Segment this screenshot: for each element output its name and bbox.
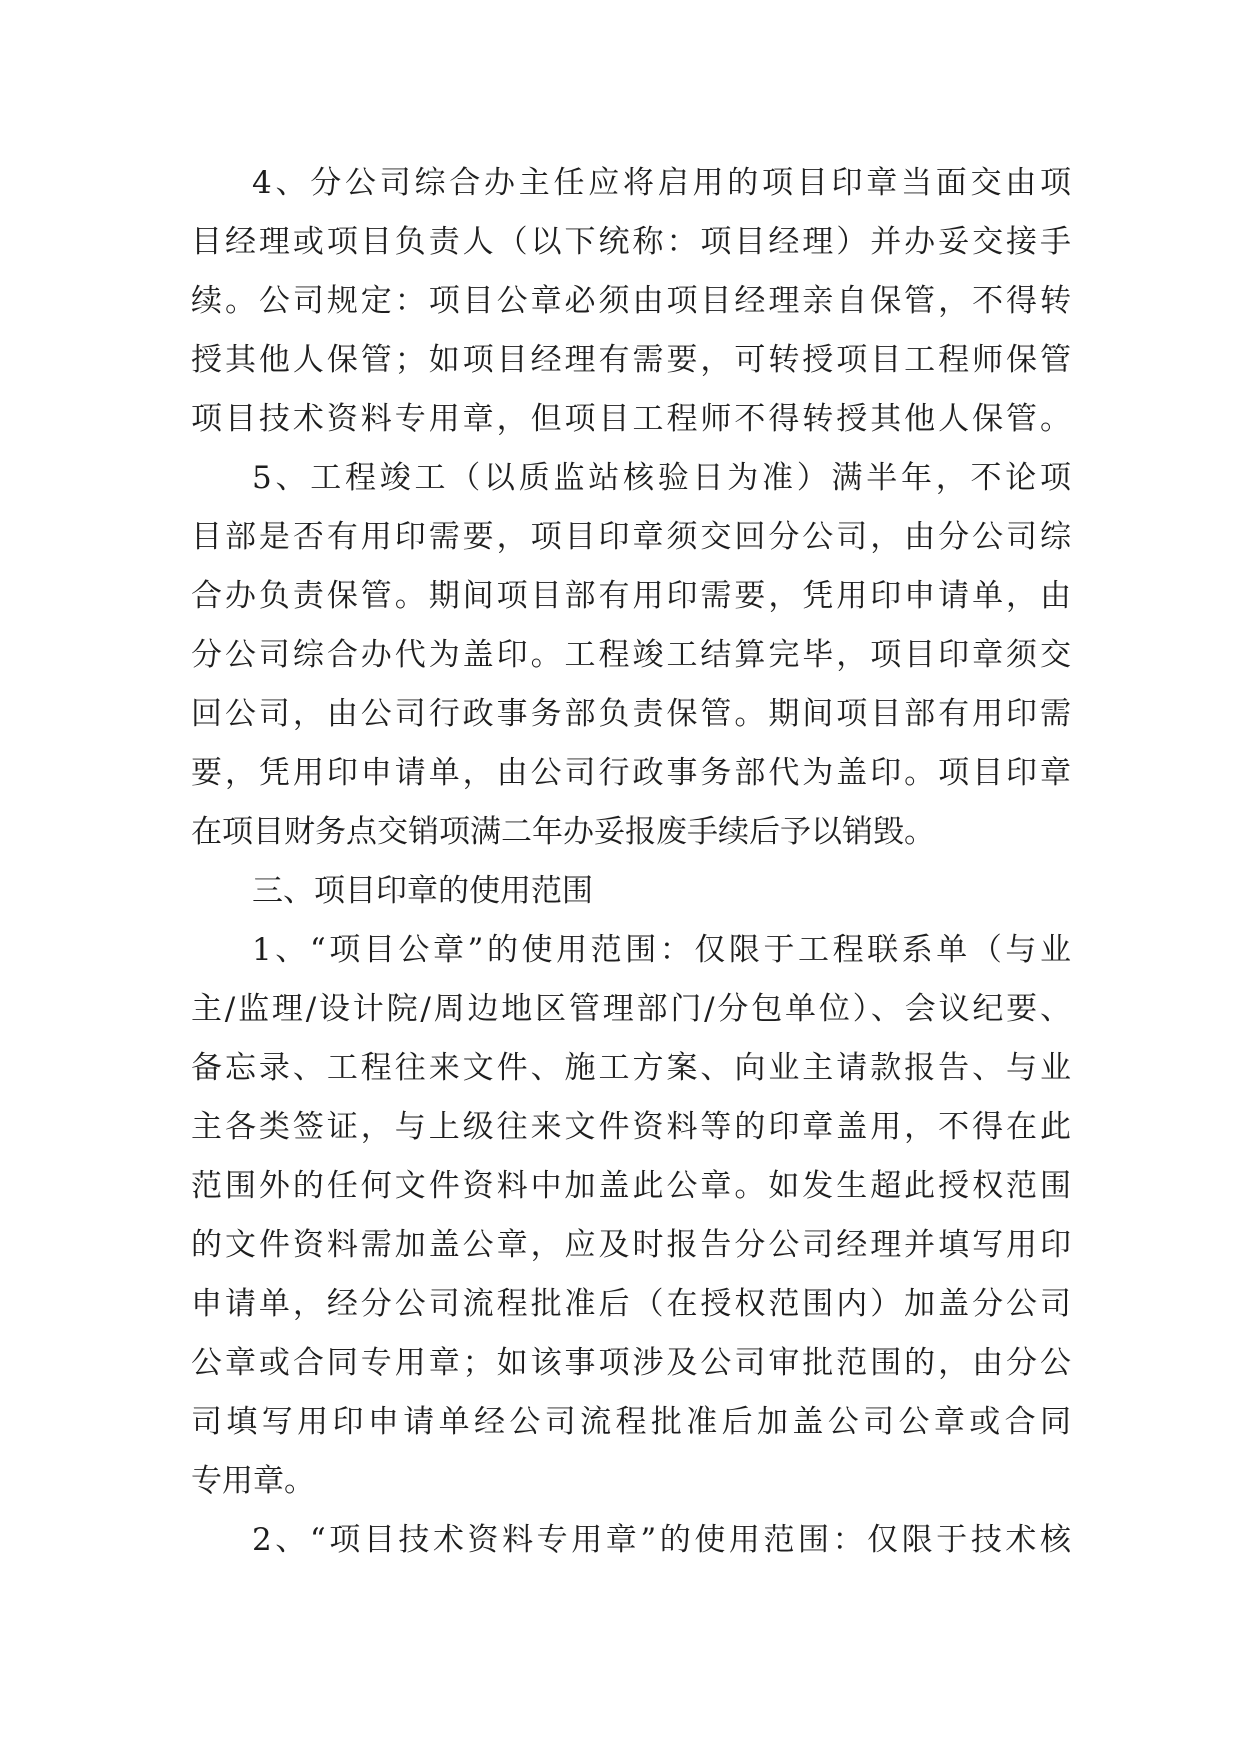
text-line: 合办负责保管。期间项目部有用印需要，凭用印申请单，由 — [191, 578, 1071, 614]
text-line: 申请单，经分公司流程批准后（在授权范围内）加盖分公司 — [191, 1286, 1071, 1322]
text-line: 2、“项目技术资料专用章”的使用范围：仅限于技术核 — [252, 1522, 1071, 1558]
text-line: 司填写用印申请单经公司流程批准后加盖公司公章或合同 — [191, 1404, 1071, 1440]
text-line: 范围外的任何文件资料中加盖此公章。如发生超此授权范围 — [191, 1168, 1071, 1204]
text-line: 1、“项目公章”的使用范围：仅限于工程联系单（与业 — [252, 932, 1071, 968]
text-line: 备忘录、工程往来文件、施工方案、向业主请款报告、与业 — [191, 1050, 1071, 1086]
text-line: 专用章。 — [191, 1463, 315, 1499]
text-line: 在项目财务点交销项满二年办妥报废手续后予以销毁。 — [191, 814, 935, 850]
text-line: 回公司，由公司行政事务部负责保管。期间项目部有用印需 — [191, 696, 1071, 732]
section-heading: 三、项目印章的使用范围 — [252, 873, 593, 909]
text-line: 授其他人保管；如项目经理有需要，可转授项目工程师保管 — [191, 342, 1071, 378]
text-line: 公章或合同专用章；如该事项涉及公司审批范围的，由分公 — [191, 1345, 1071, 1381]
text-line: 目经理或项目负责人（以下统称：项目经理）并办妥交接手 — [191, 224, 1071, 260]
text-line: 5、工程竣工（以质监站核验日为准）满半年，不论项 — [252, 460, 1071, 496]
text-line: 的文件资料需加盖公章，应及时报告分公司经理并填写用印 — [191, 1227, 1071, 1263]
text-line: 要，凭用印申请单，由公司行政事务部代为盖印。项目印章 — [191, 755, 1071, 791]
text-line: 分公司综合办代为盖印。工程竣工结算完毕，项目印章须交 — [191, 637, 1071, 673]
text-line: 续。公司规定：项目公章必须由项目经理亲自保管，不得转 — [191, 283, 1071, 319]
text-line: 4、分公司综合办主任应将启用的项目印章当面交由项 — [252, 165, 1071, 201]
text-line: 项目技术资料专用章，但项目工程师不得转授其他人保管。 — [191, 401, 1071, 437]
text-line: 目部是否有用印需要，项目印章须交回分公司，由分公司综 — [191, 519, 1071, 555]
text-line: 主/监理/设计院/周边地区管理部门/分包单位）、会议纪要、 — [191, 991, 1071, 1027]
text-line: 主各类签证，与上级往来文件资料等的印章盖用，不得在此 — [191, 1109, 1071, 1145]
